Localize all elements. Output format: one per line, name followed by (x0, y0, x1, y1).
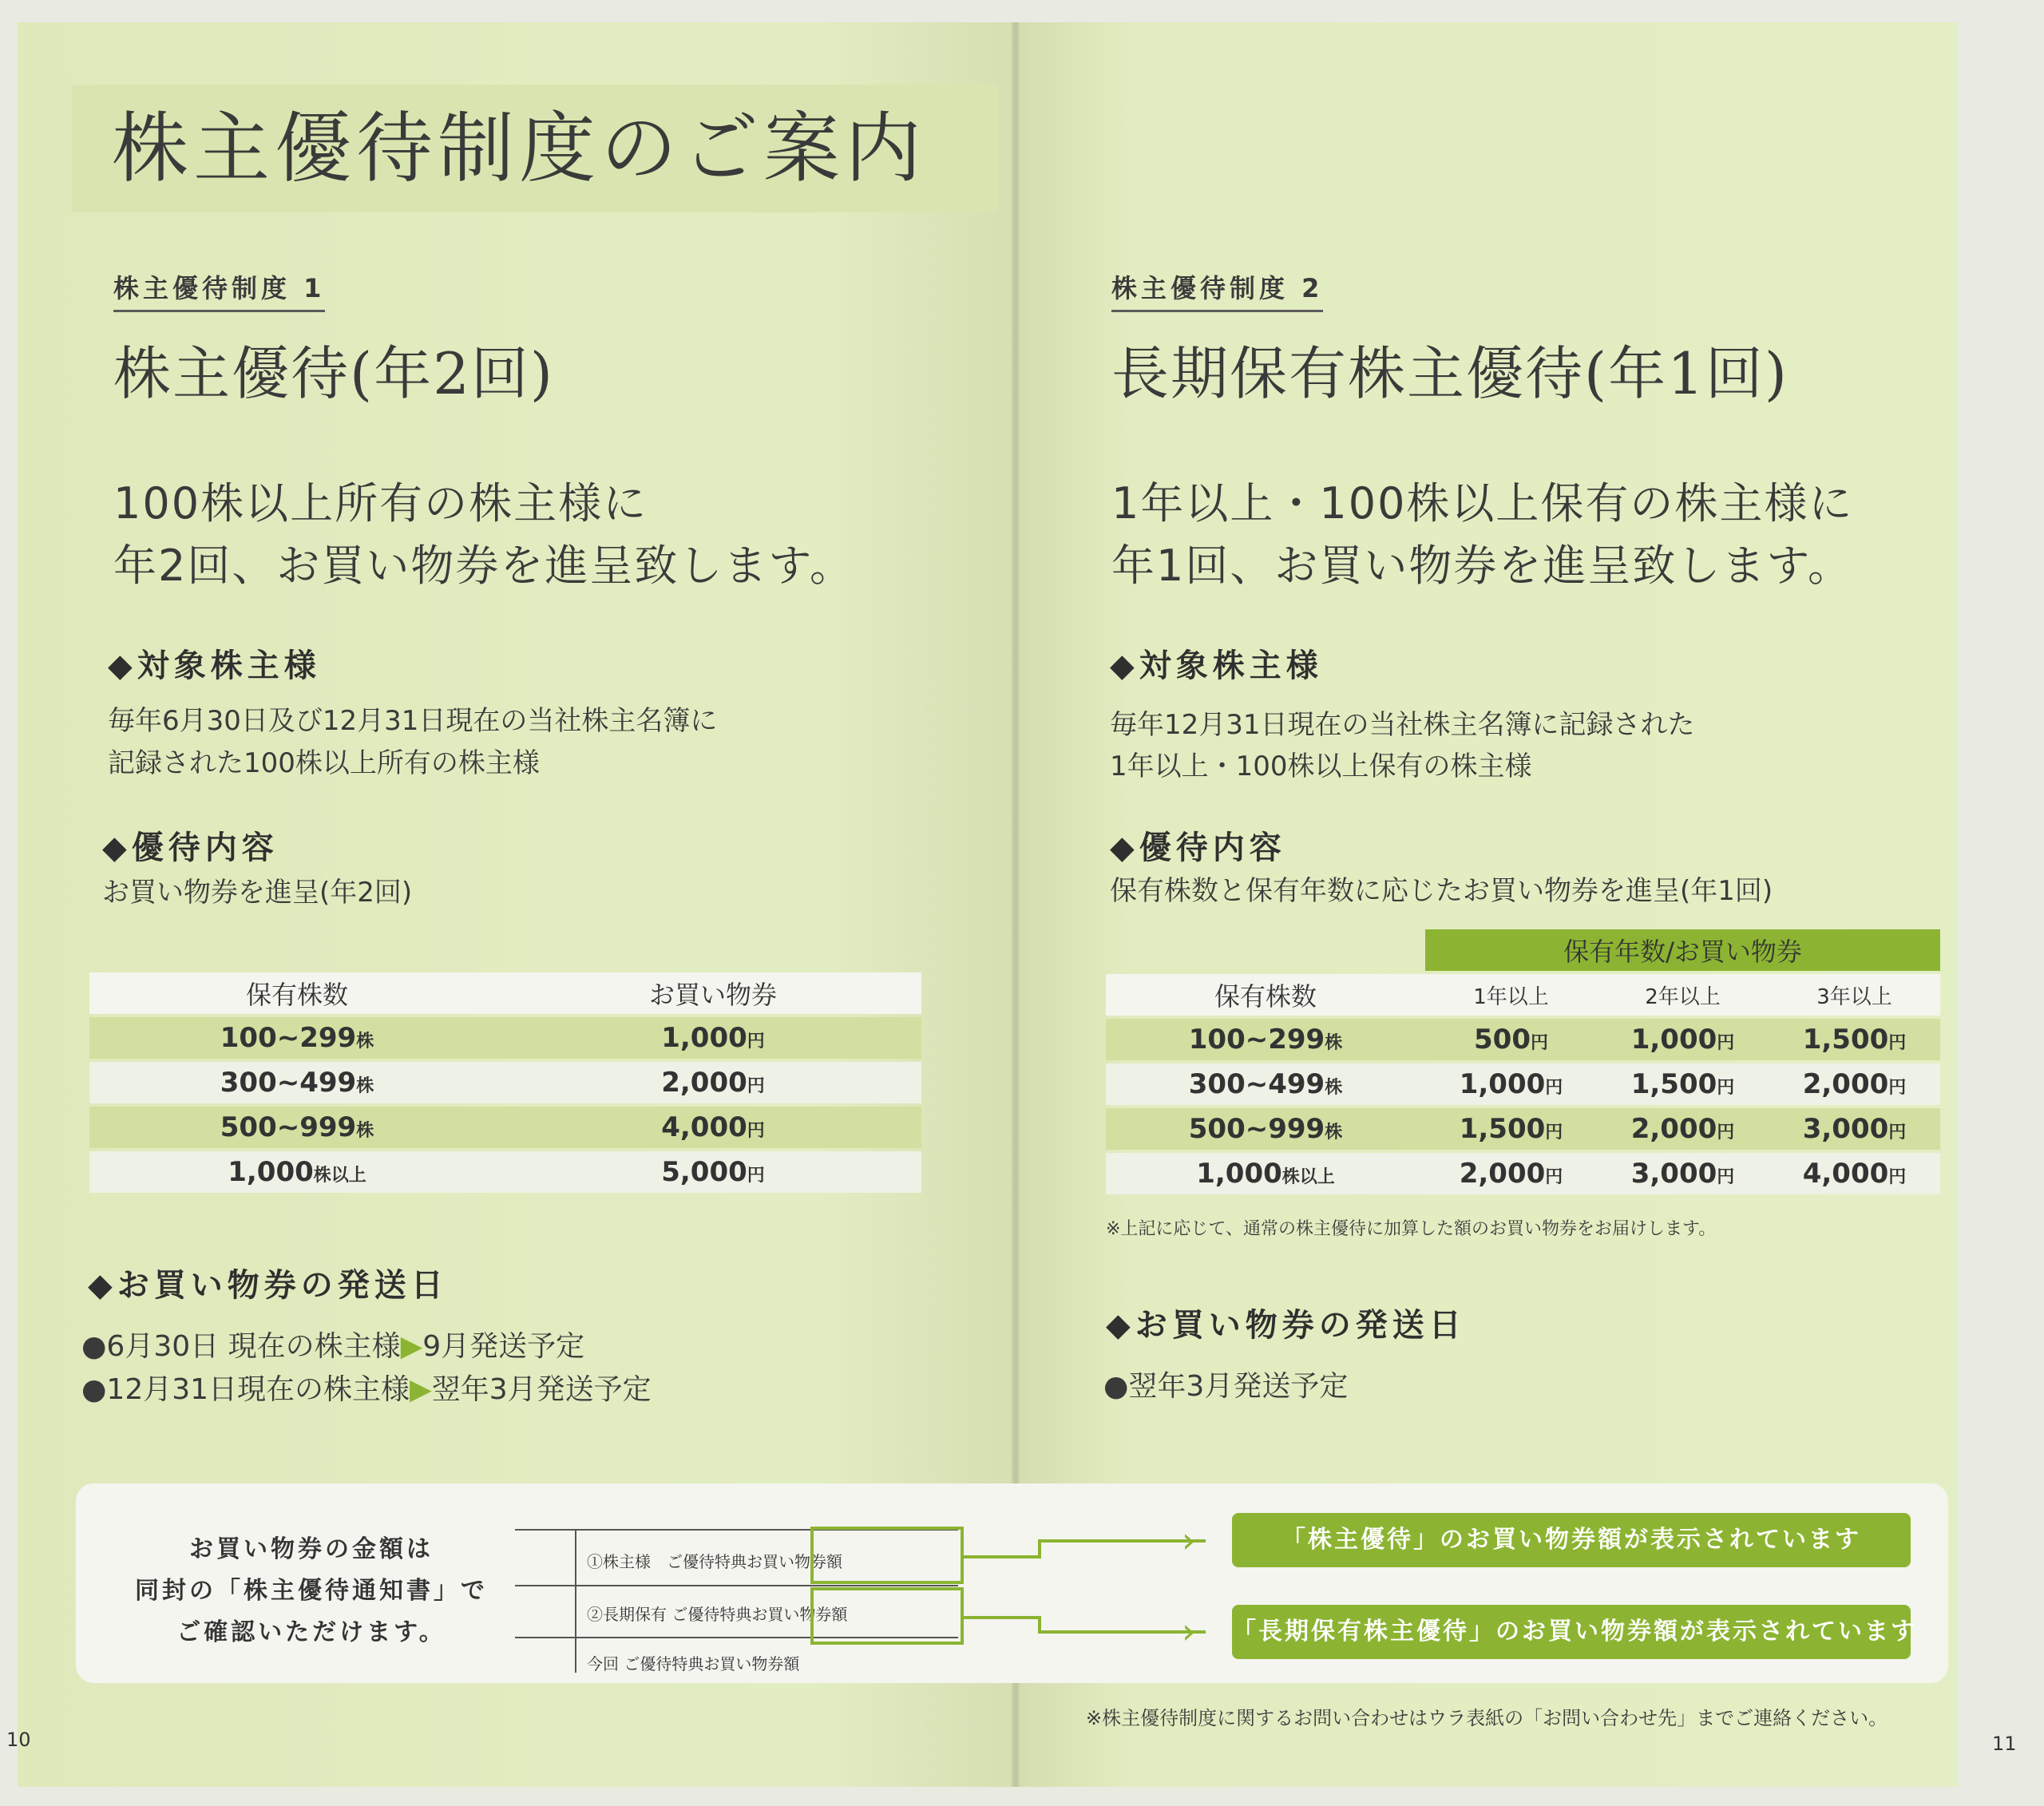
highlight-box-1 (810, 1527, 964, 1584)
shares-value: 500~999 (1188, 1113, 1325, 1145)
right-ship-item: ●翌年3月発送予定 (1103, 1370, 1349, 1403)
voucher-value: 500 (1474, 1024, 1531, 1055)
header-shares: 保有株数 (89, 972, 505, 1014)
voucher-value: 1,000 (661, 1022, 747, 1054)
right-target-text-1: 毎年12月31日現在の当社株主名簿に記録された (1110, 709, 1695, 741)
voucher-value: 1,500 (1630, 1068, 1717, 1100)
page-number-right: 11 (1992, 1733, 2017, 1755)
arrow-right-icon: › (1182, 1520, 1196, 1561)
form-row-1: ①株主様 ご優待特典お買い物券額 (587, 1552, 842, 1571)
yen-unit: 円 (1545, 1123, 1563, 1143)
footer-note: ※株主優待制度に関するお問い合わせはウラ表紙の「お問い合わせ先」までご連絡ください。 (1086, 1707, 1888, 1729)
yen-unit: 円 (747, 1032, 765, 1052)
header-3yr: 3年以上 (1769, 974, 1940, 1016)
shares-unit: 株以上 (313, 1166, 366, 1186)
shares-unit: 株 (356, 1032, 374, 1052)
header-2yr: 2年以上 (1597, 974, 1769, 1016)
header-1yr: 1年以上 (1425, 974, 1597, 1016)
table-row (89, 1107, 921, 1148)
yen-unit: 円 (1888, 1078, 1907, 1098)
form-row-2: ②長期保有 ご優待特典お買い物券額 (587, 1605, 848, 1624)
ship-what: 翌年3月発送予定 (431, 1373, 652, 1406)
form-row-3: 今回 ご優待特典お買い物券額 (587, 1654, 800, 1673)
yen-unit: 円 (1545, 1167, 1563, 1187)
left-content-text: お買い物券を進呈(年2回) (102, 877, 413, 909)
voucher-value: 1,500 (1459, 1113, 1546, 1145)
left-ship-heading: ◆お買い物券の発送日 (88, 1267, 448, 1304)
ship-what: 9月発送予定 (422, 1330, 585, 1363)
shares-unit: 株 (356, 1121, 374, 1141)
voucher-value: 4,000 (661, 1111, 747, 1143)
table-row (89, 1017, 921, 1059)
left-target-heading: ◆対象株主様 (108, 648, 321, 684)
right-section-heading: 長期保有株主優待(年1回) (1111, 340, 1788, 407)
voucher-value: 4,000 (1802, 1158, 1889, 1190)
shares-unit: 株 (1325, 1123, 1343, 1143)
yen-unit: 円 (1717, 1033, 1735, 1053)
right-ship-heading: ◆お買い物券の発送日 (1106, 1307, 1466, 1344)
left-lead-2: 年2回、お買い物券を進呈致します。 (113, 541, 855, 591)
right-benefit-table (1106, 926, 1940, 1198)
highlight-box-2 (810, 1587, 964, 1645)
left-ship-item-1 (81, 1325, 584, 1368)
right-content-text: 保有株数と保有年数に応じたお買い物券を進呈(年1回) (1110, 875, 1773, 907)
left-section-label: 株主優待制度 1 (113, 268, 325, 312)
shares-unit: 株以上 (1281, 1167, 1335, 1187)
right-lead-2: 年1回、お買い物券を進呈致します。 (1111, 541, 1853, 591)
right-target-text-2: 1年以上・100株以上保有の株主様 (1110, 751, 1532, 782)
left-section-heading: 株主優待(年2回) (113, 340, 554, 407)
table-row (1106, 1019, 1940, 1060)
left-lead-1: 100株以上所有の株主様に (113, 478, 648, 529)
yen-unit: 円 (1717, 1078, 1735, 1098)
yen-unit: 円 (1717, 1123, 1735, 1143)
yen-unit: 円 (1888, 1123, 1907, 1143)
shares-unit: 株 (356, 1076, 374, 1096)
info-text-line: お買い物券の金額は (189, 1535, 434, 1563)
right-content-heading: ◆優待内容 (1110, 830, 1286, 866)
connector-line (1038, 1630, 1206, 1634)
voucher-value: 3,000 (1630, 1158, 1717, 1190)
table-row (89, 1062, 921, 1103)
table-row (89, 1151, 921, 1193)
connector-line (1038, 1539, 1206, 1543)
yen-unit: 円 (1545, 1078, 1563, 1098)
right-target-heading: ◆対象株主様 (1110, 648, 1323, 684)
yen-unit: 円 (1717, 1167, 1735, 1187)
voucher-value: 2,000 (1802, 1068, 1889, 1100)
right-lead-1: 1年以上・100株以上保有の株主様に (1111, 478, 1854, 529)
triangle-arrow-icon: ▶ (400, 1330, 423, 1363)
voucher-value: 1,500 (1802, 1024, 1889, 1055)
shares-value: 300~499 (1188, 1068, 1325, 1100)
shares-value: 300~499 (220, 1067, 357, 1099)
table-row (1106, 1153, 1940, 1194)
right-section-label: 株主優待制度 2 (1111, 268, 1323, 312)
yen-unit: 円 (747, 1121, 765, 1141)
info-text-line: 同封の「株主優待通知書」で (135, 1577, 488, 1605)
form-rule (515, 1585, 958, 1586)
triangle-arrow-icon: ▶ (410, 1373, 432, 1406)
shares-unit: 株 (1325, 1078, 1343, 1098)
voucher-value: 3,000 (1802, 1113, 1889, 1145)
voucher-value: 1,000 (1459, 1068, 1546, 1100)
table-row (1106, 1063, 1940, 1105)
yen-unit: 円 (747, 1166, 765, 1186)
connector-line (964, 1616, 1040, 1619)
connector-line (964, 1555, 1040, 1558)
left-ship-item-2 (81, 1368, 652, 1412)
voucher-value: 2,000 (661, 1067, 747, 1099)
left-benefit-table (89, 969, 921, 1196)
shares-value: 1,000 (228, 1156, 314, 1188)
info-box-text (112, 1529, 511, 1654)
table-spacer (1106, 929, 1425, 971)
label-long-term-benefit: 「長期保有株主優待」のお買い物券額が表示されています (1232, 1605, 1911, 1659)
arrow-right-icon: › (1182, 1611, 1196, 1652)
voucher-value: 5,000 (661, 1156, 747, 1188)
shares-value: 100~299 (1188, 1024, 1325, 1055)
form-rule (575, 1529, 576, 1673)
header-shares: 保有株数 (1106, 974, 1425, 1016)
voucher-value: 1,000 (1630, 1024, 1717, 1055)
table-row (1106, 1108, 1940, 1150)
left-target-text-2: 記録された100株以上所有の株主様 (108, 747, 540, 779)
yen-unit: 円 (1530, 1033, 1548, 1053)
info-text-line: ご確認いただけます。 (176, 1618, 446, 1646)
label-shareholder-benefit: 「株主優待」のお買い物券額が表示されています (1232, 1513, 1911, 1567)
right-table-note: ※上記に応じて、通常の株主優待に加算した額のお買い物券をお届けします。 (1106, 1219, 1717, 1239)
header-voucher: お買い物券 (505, 972, 921, 1014)
shares-value: 500~999 (220, 1111, 357, 1143)
yen-unit: 円 (1888, 1167, 1907, 1187)
header-years-group: 保有年数/お買い物券 (1425, 929, 1940, 971)
left-target-text-1: 毎年6月30日及び12月31日現在の当社株主名簿に (108, 705, 718, 737)
yen-unit: 円 (1888, 1033, 1907, 1053)
shares-value: 1,000 (1196, 1158, 1282, 1190)
yen-unit: 円 (747, 1076, 765, 1096)
left-content-heading: ◆優待内容 (102, 830, 279, 866)
main-title: 株主優待制度のご案内 (112, 104, 926, 193)
ship-when: ●6月30日 現在の株主様 (81, 1330, 401, 1363)
page-number-left: 10 (6, 1729, 31, 1751)
connector-line (1038, 1616, 1041, 1632)
voucher-value: 2,000 (1630, 1113, 1717, 1145)
shares-unit: 株 (1325, 1033, 1343, 1053)
ship-when: ●12月31日現在の株主様 (81, 1373, 410, 1406)
shares-value: 100~299 (220, 1022, 357, 1054)
voucher-value: 2,000 (1459, 1158, 1546, 1190)
